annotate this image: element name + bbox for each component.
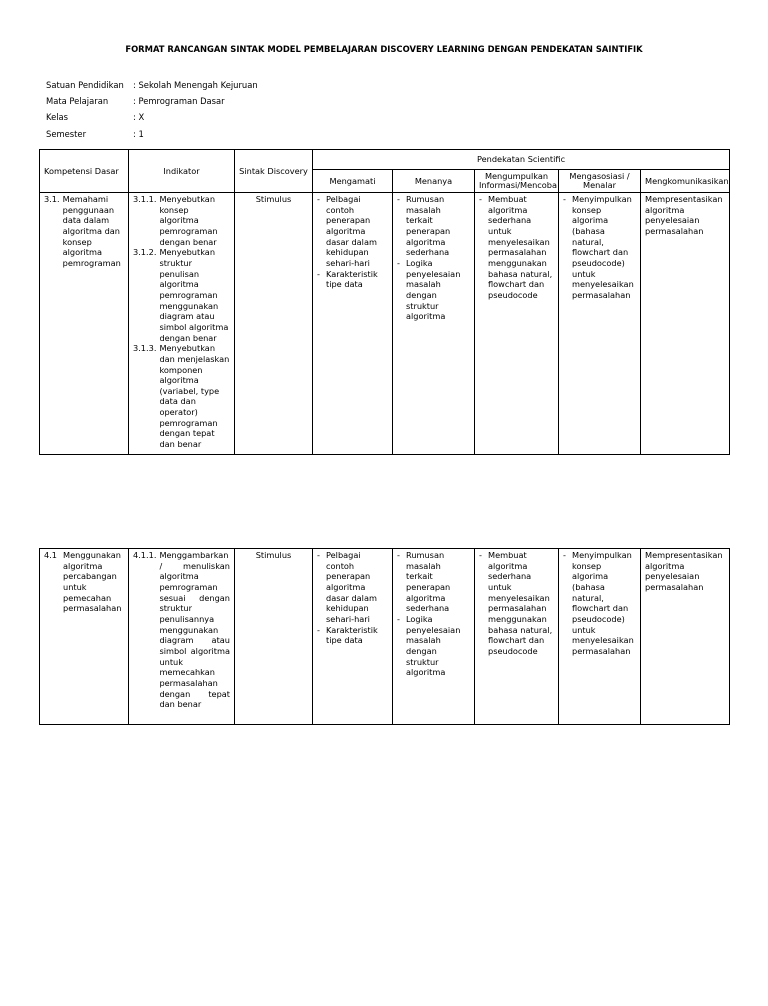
- menanya-cell: [393, 549, 475, 725]
- table-row: [40, 549, 730, 725]
- list-item: Pelbagai contoh penerapan algoritma dasar dalam kehidupan sehari-hari: [326, 194, 377, 268]
- mengamati-cell: [313, 549, 393, 725]
- list-item: Membuat algoritma sederhana untuk menyelesaikan permasalahan menggunakan bahasa natural, flowchart dan pseudocode: [488, 550, 553, 656]
- header-kompetensi: Kompetensi Dasar: [40, 150, 129, 193]
- header-indikator: Indikator: [129, 150, 235, 193]
- mengamati-cell: [313, 193, 393, 455]
- indikator-text: Menyebutkan dan menjelaskan komponen algoritma (variabel, type data dan operator) pemrograman dengan tepat dan benar: [159, 343, 230, 450]
- sintak-cell: Stimulus: [235, 193, 313, 455]
- dash-bullet: -: [317, 268, 320, 279]
- dash-bullet: -: [317, 550, 320, 560]
- header-menanya: Menanya: [393, 170, 475, 193]
- indikator-text: Menyebutkan konsep algoritma pemrograman dengan benar: [159, 194, 218, 247]
- kd-cell: [40, 549, 129, 725]
- kd-number: 3.1.: [44, 194, 60, 204]
- table-row: [40, 193, 730, 455]
- dash-bullet: -: [479, 194, 482, 204]
- mengasosiasi-cell: [559, 549, 641, 725]
- indikator-number: 4.1.1.: [133, 550, 157, 560]
- list-item: Logika penyelesaian masalah dengan struktur algoritma: [406, 257, 461, 322]
- indikator-number: 3.1.1.: [133, 194, 157, 204]
- meta-label: Satuan Pendidikan: [46, 80, 124, 90]
- dash-bullet: -: [563, 194, 566, 204]
- dash-bullet: -: [479, 550, 482, 560]
- dash-bullet: -: [563, 550, 566, 560]
- dash-bullet: -: [317, 194, 320, 204]
- sintak-cell: Stimulus: [235, 549, 313, 725]
- mengasosiasi-cell: [559, 193, 641, 455]
- meta-label: Semester: [46, 129, 87, 139]
- list-item: Menyimpulkan konsep algorima (bahasa natural, flowchart dan pseudocode) untuk menyelesaikan permasalahan: [572, 194, 634, 300]
- indikator-cell: [129, 549, 235, 725]
- meta-label: Mata Pelajaran: [46, 96, 109, 106]
- list-item: Logika penyelesaian masalah dengan struktur algoritma: [406, 613, 461, 678]
- indikator-text: Menggambarkan / menuliskan algoritma pemrograman sesuai dengan struktur penulisannya menggunakan diagram atau simbol algoritma untuk memecahkan permasalahan dengan tepat dan benar: [159, 550, 230, 710]
- mengumpulkan-cell: [475, 549, 559, 725]
- indikator-number: 3.1.3.: [133, 343, 157, 354]
- header-mengumpulkan: Mengumpulkan Informasi/Mencoba: [475, 170, 559, 193]
- meta-value: : 1: [133, 129, 144, 139]
- indikator-number: 3.1.2.: [133, 247, 157, 258]
- meta-value: : X: [133, 112, 145, 122]
- header-sintak: Sintak Discovery: [235, 150, 313, 193]
- list-item: Membuat algoritma sederhana untuk menyelesaikan permasalahan menggunakan bahasa natural, flowchart dan pseudocode: [488, 194, 553, 300]
- dash-bullet: -: [397, 194, 400, 204]
- header-mengkomunikasikan: Mengkomunikasikan: [641, 170, 730, 193]
- list-item: Menyimpulkan konsep algorima (bahasa natural, flowchart dan pseudocode) untuk menyelesaikan permasalahan: [572, 550, 634, 656]
- header-pendekatan: Pendekatan Scientific: [313, 150, 730, 170]
- syntax-table-1: [39, 149, 730, 455]
- dash-bullet: -: [397, 257, 400, 268]
- syntax-table-2: [39, 548, 730, 725]
- dash-bullet: -: [397, 550, 400, 560]
- header-mengasosiasi: Mengasosiasi / Menalar: [559, 170, 641, 193]
- indikator-cell: [129, 193, 235, 455]
- kd-text: Menggunakan algoritma percabangan untuk pemecahan permasalahan: [63, 550, 122, 614]
- meta-value: : Sekolah Menengah Kejuruan: [133, 80, 258, 90]
- indikator-text: Menyebutkan struktur penulisan algoritma pemrograman menggunakan diagram atau simbol algoritma dengan benar: [159, 247, 229, 343]
- mengkomunikasikan-cell: Mempresentasikan algoritma penyelesaian permasalahan: [641, 549, 730, 725]
- mengumpulkan-cell: [475, 193, 559, 455]
- mengkomunikasikan-cell: Mempresentasikan algoritma penyelesaian permasalahan: [641, 193, 730, 455]
- meta-label: Kelas: [46, 112, 69, 122]
- meta-value: : Pemrograman Dasar: [133, 96, 225, 106]
- dash-bullet: -: [317, 624, 320, 635]
- list-item: Rumusan masalah terkait penerapan algoritma sederhana: [406, 194, 451, 258]
- kd-text: Memahami penggunaan data dalam algoritma dan konsep algoritma pemrograman: [62, 194, 121, 268]
- list-item: Karakteristik tipe data: [326, 268, 378, 290]
- menanya-cell: [393, 193, 475, 455]
- list-item: Pelbagai contoh penerapan algoritma dasar dalam kehidupan sehari-hari: [326, 550, 377, 624]
- kd-number: 4.1: [44, 550, 58, 560]
- list-item: Karakteristik tipe data: [326, 624, 378, 646]
- document-title: FORMAT RANCANGAN SINTAK MODEL PEMBELAJARAN DISCOVERY LEARNING DENGAN PENDEKATAN SAINTIFIK: [125, 44, 643, 54]
- dash-bullet: -: [397, 613, 400, 624]
- kd-cell: [40, 193, 129, 455]
- list-item: Rumusan masalah terkait penerapan algoritma sederhana: [406, 550, 451, 614]
- header-mengamati: Mengamati: [313, 170, 393, 193]
